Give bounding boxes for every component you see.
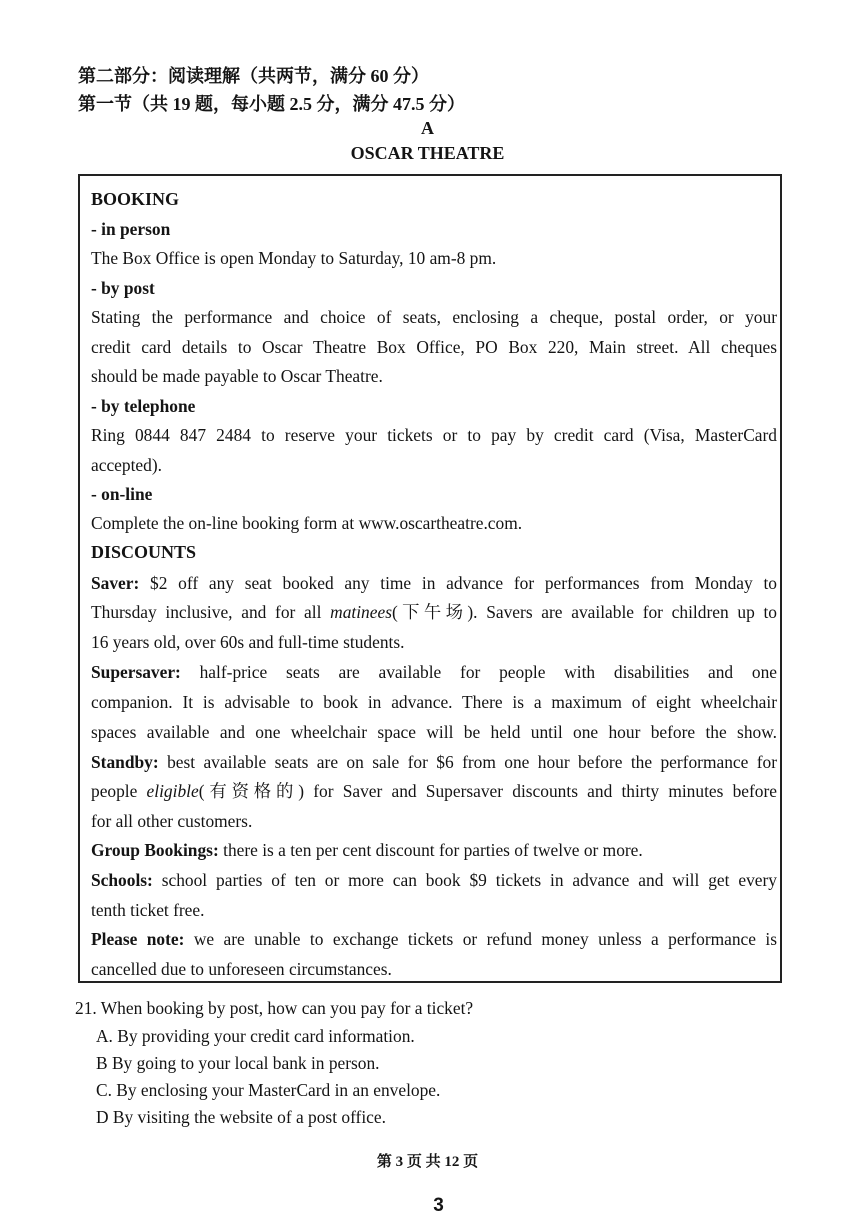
by-telephone-text-line: accepted). bbox=[91, 455, 162, 475]
in-person-label: - in person bbox=[91, 219, 171, 239]
matinees-term: matinees bbox=[330, 602, 392, 622]
schools-label: Schools: bbox=[91, 870, 153, 890]
group-bookings-text: there is a ten per cent discount for parties of twelve or more. bbox=[223, 840, 643, 860]
group-bookings-label: Group Bookings: bbox=[91, 840, 219, 860]
question-stem: 21. When booking by post, how can you pay for a ticket? bbox=[75, 998, 474, 1018]
saver-text: 16 years old, over 60s and full-time students. bbox=[91, 632, 405, 652]
saver-label: Saver: bbox=[91, 573, 140, 593]
subsection-heading: 第一节（共 19 题，每小题 2.5 分，满分 47.5 分） bbox=[78, 94, 465, 114]
please-note-text: cancelled due to unforeseen circumstances. bbox=[91, 959, 392, 979]
by-post-text-line: should be made payable to Oscar Theatre. bbox=[91, 366, 383, 386]
standby-text: people bbox=[91, 781, 147, 801]
page-number: 3 bbox=[433, 1195, 444, 1216]
online-label: - on-line bbox=[91, 484, 153, 504]
saver-paragraph-line bbox=[91, 602, 777, 622]
answer-option-a[interactable]: A. By providing your credit card information. bbox=[96, 1026, 415, 1046]
saver-text: Thursday inclusive, and for all bbox=[91, 602, 331, 622]
answer-option-c[interactable]: C. By enclosing your MasterCard in an envelope. bbox=[96, 1080, 441, 1100]
please-note-label: Please note: bbox=[91, 929, 185, 949]
group-bookings-line bbox=[91, 840, 777, 860]
passage-box bbox=[78, 174, 782, 983]
in-person-text: The Box Office is open Monday to Saturday, 10 am-8 pm. bbox=[91, 248, 497, 268]
standby-text: best available seats are on sale for $6 from one hour before the performance for bbox=[167, 752, 777, 772]
saver-paragraph-line bbox=[91, 573, 777, 593]
schools-paragraph-line bbox=[91, 870, 777, 890]
saver-text: (下午场). Savers are available for children up to bbox=[391, 602, 777, 622]
page-info: 第 3 页 共 12 页 bbox=[376, 1154, 479, 1170]
standby-label: Standby: bbox=[91, 752, 159, 772]
booking-heading: BOOKING bbox=[91, 189, 180, 209]
please-note-text: we are unable to exchange tickets or refund money unless a performance is bbox=[193, 929, 777, 949]
supersaver-text: spaces available and one wheelchair space will be held until one hour before the show. bbox=[91, 722, 777, 742]
by-post-text-line: credit card details to Oscar Theatre Box Office, PO Box 220, Main street. All cheques bbox=[91, 337, 777, 357]
schools-text: tenth ticket free. bbox=[91, 900, 205, 920]
eligible-term: eligible bbox=[146, 781, 199, 801]
supersaver-text: companion. It is advisable to book in advance. There is a maximum of eight wheelchair bbox=[91, 692, 777, 712]
passage-title: OSCAR THEATRE bbox=[350, 143, 505, 163]
discounts-heading: DISCOUNTS bbox=[91, 542, 197, 562]
by-post-text-line: Stating the performance and choice of seats, enclosing a cheque, postal order, or your bbox=[91, 307, 777, 327]
answer-option-d[interactable]: D By visiting the website of a post office. bbox=[96, 1107, 386, 1127]
online-text: Complete the on-line booking form at www.oscartheatre.com. bbox=[91, 513, 523, 533]
section-part-heading: 第二部分：阅读理解（共两节，满分 60 分） bbox=[78, 66, 429, 86]
please-note-paragraph-line bbox=[91, 929, 777, 949]
by-telephone-label: - by telephone bbox=[91, 396, 196, 416]
standby-paragraph-line bbox=[91, 781, 777, 801]
answer-option-b[interactable]: B By going to your local bank in person. bbox=[96, 1053, 380, 1073]
by-post-label: - by post bbox=[91, 278, 155, 298]
by-telephone-text-line: Ring 0844 847 2484 to reserve your tickets or to pay by credit card (Visa, MasterCard bbox=[91, 425, 777, 445]
passage-letter: A bbox=[421, 118, 434, 138]
supersaver-paragraph-line bbox=[91, 662, 777, 682]
saver-text: $2 off any seat booked any time in advance for performances from Monday to bbox=[150, 573, 777, 593]
supersaver-text: half-price seats are available for people with disabilities and one bbox=[199, 662, 777, 682]
schools-text: school parties of ten or more can book $9 tickets in advance and will get every bbox=[161, 870, 777, 890]
supersaver-label: Supersaver: bbox=[91, 662, 181, 682]
standby-text: for all other customers. bbox=[91, 811, 253, 831]
standby-text: (有资格的) for Saver and Supersaver discounts and thirty minutes before bbox=[198, 781, 777, 801]
standby-paragraph-line bbox=[91, 752, 777, 772]
